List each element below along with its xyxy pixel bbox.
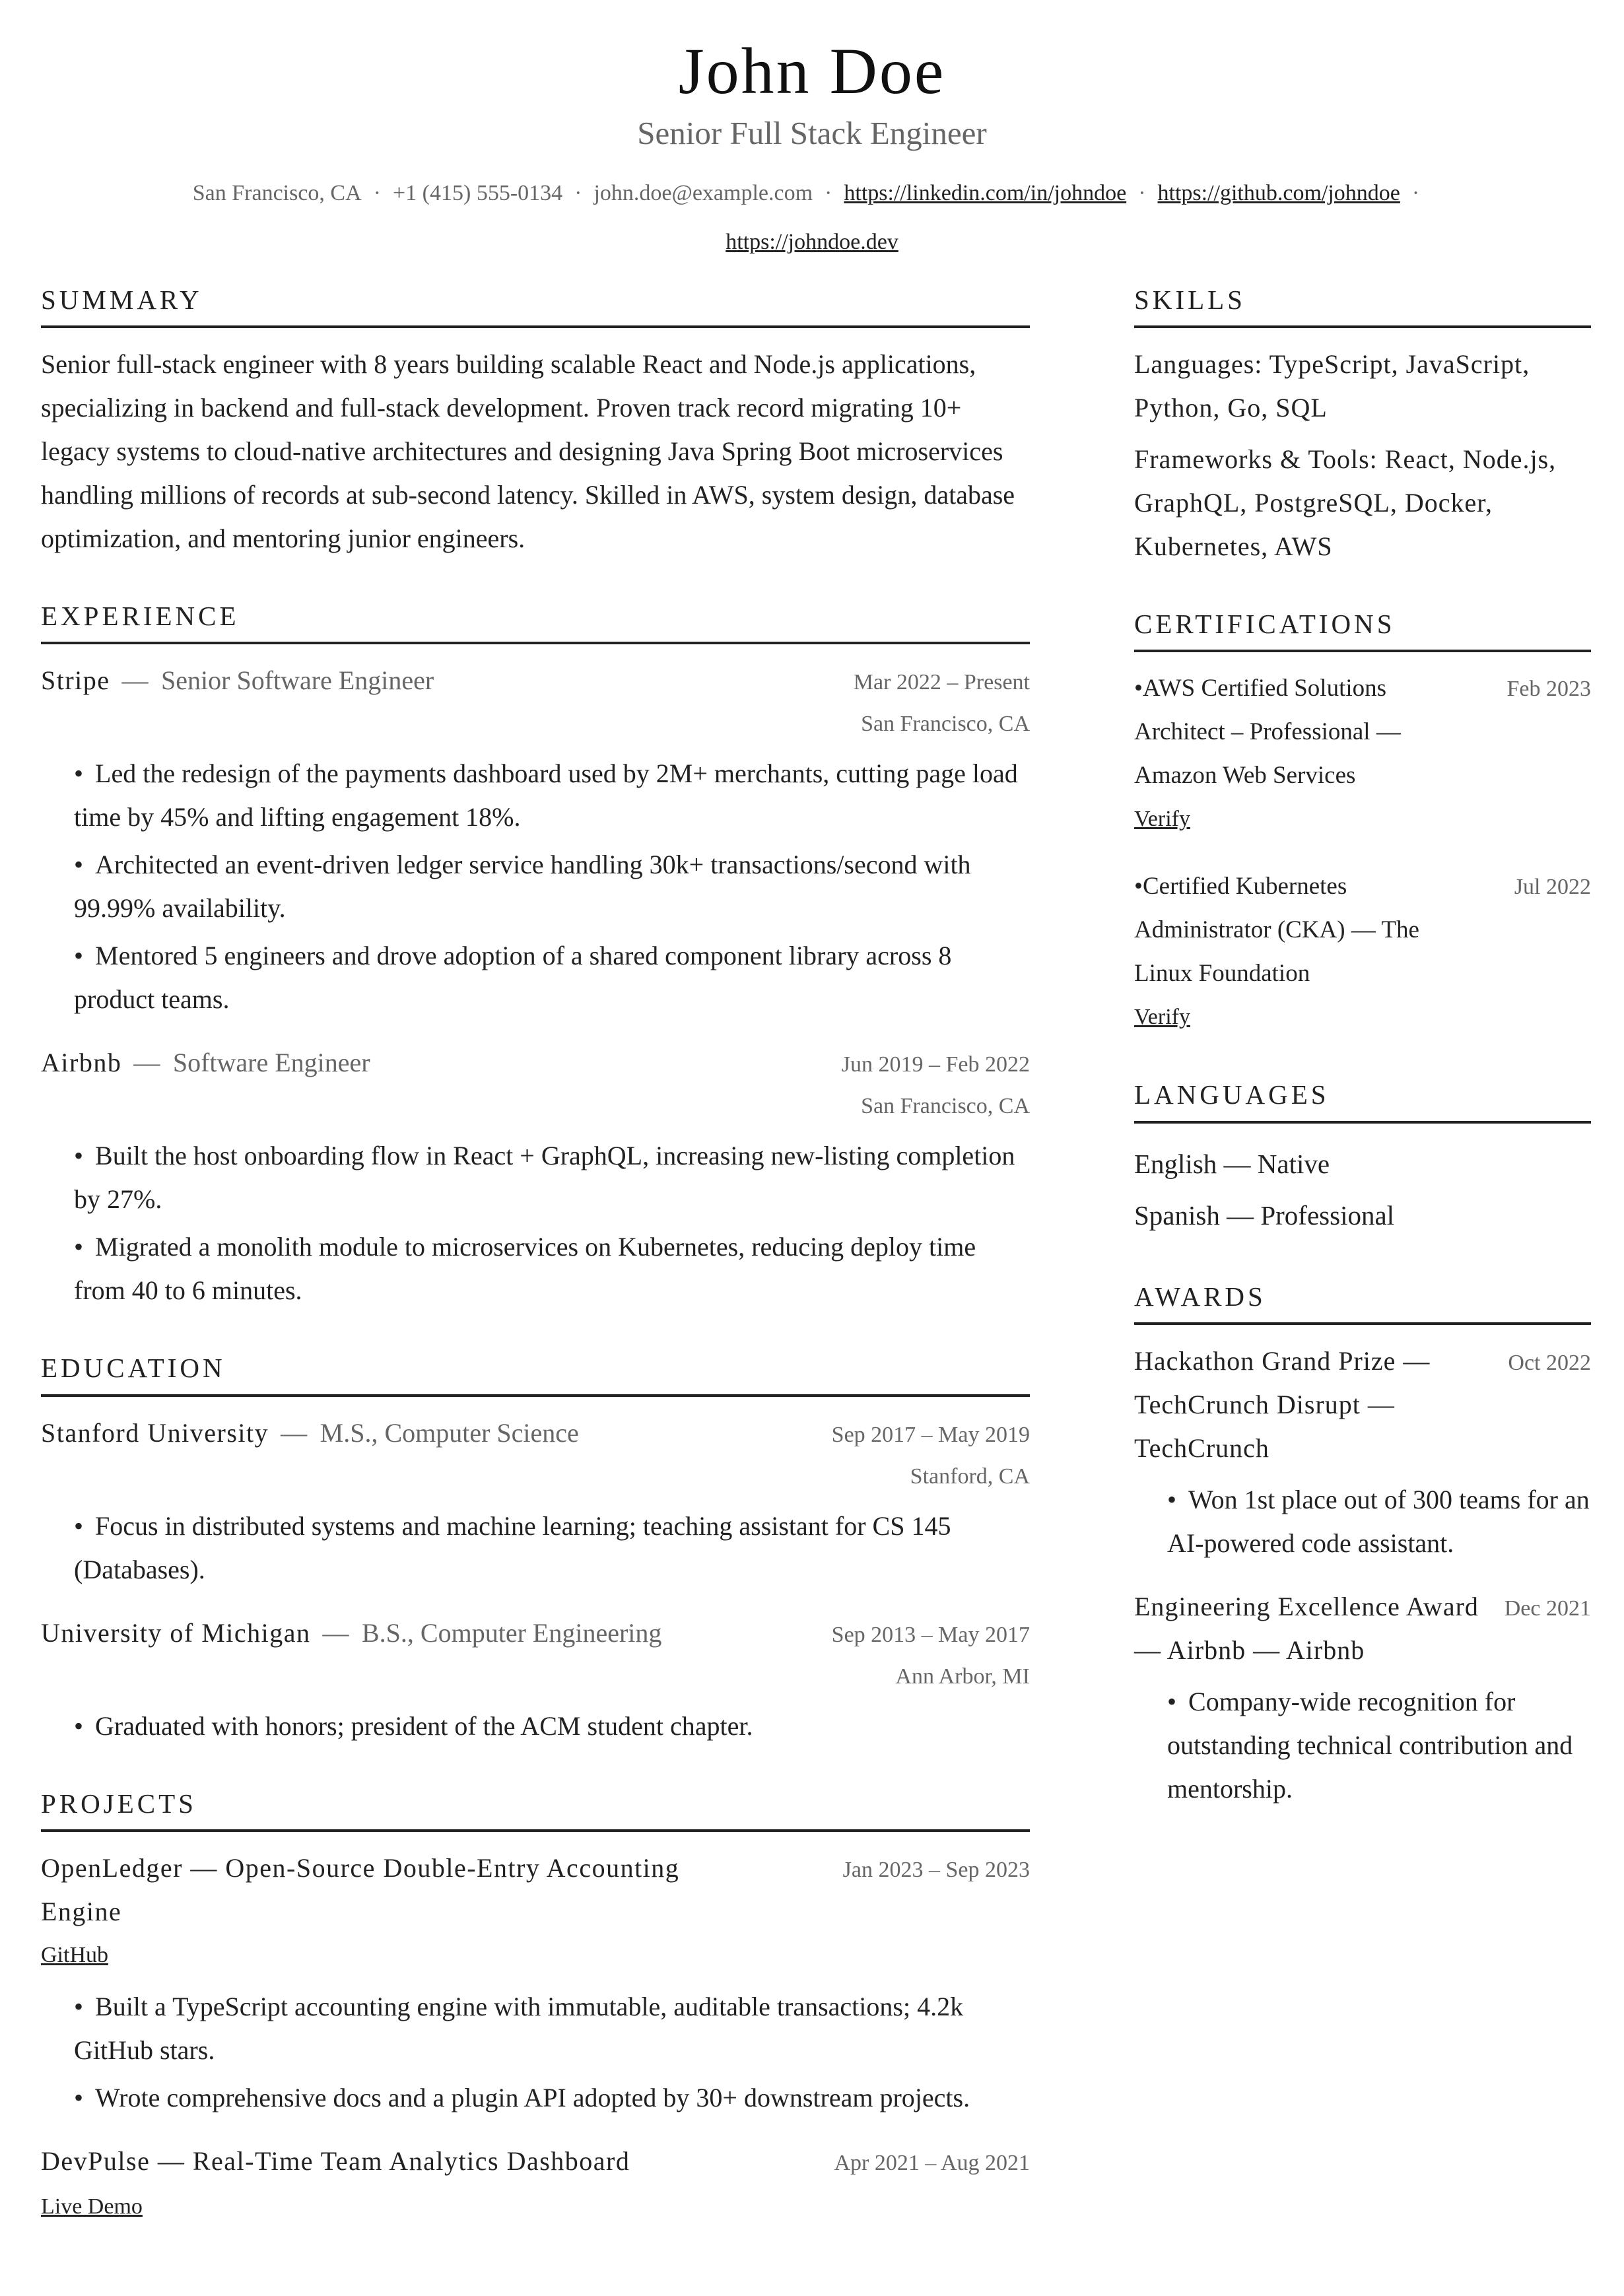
entry-location: Stanford, CA	[910, 1464, 1030, 1489]
candidate-title: Senior Full Stack Engineer	[637, 115, 987, 151]
github-link[interactable]: https://github.com/johndoe	[1157, 180, 1400, 205]
dash: —	[322, 1617, 350, 1648]
entry-date: Jun 2019 – Feb 2022	[841, 1052, 1030, 1077]
dash: —	[121, 665, 150, 696]
bullet-list	[74, 1985, 1030, 2120]
separator: ·	[574, 180, 582, 205]
bullet-item: • Graduated with honors; president of the ACM student chapter.	[74, 1705, 1030, 1748]
certification-date: Jul 2022	[1514, 875, 1591, 900]
experience-section	[41, 600, 1030, 1312]
section-heading: CERTIFICATIONS	[1134, 608, 1591, 652]
certification-name: • AWS Certified Solutions Architect – Professional — Amazon Web Services	[1134, 667, 1464, 797]
dash: —	[133, 1048, 161, 1078]
languages-section	[1134, 1079, 1591, 1240]
bullet-list	[1167, 1478, 1591, 1565]
awards-section	[1134, 1281, 1591, 1811]
website-link[interactable]: https://johndoe.dev	[726, 229, 898, 254]
skill-line: Frameworks & Tools: React, Node.js, GraphQL, PostgreSQL, Docker, Kubernetes, AWS	[1134, 444, 1557, 562]
language-item: English — Native	[1134, 1148, 1330, 1179]
entry-location: Ann Arbor, MI	[895, 1664, 1030, 1689]
contact-phone: +1 (415) 555-0134	[393, 180, 563, 205]
main-column	[41, 284, 1030, 2268]
award-entry	[1134, 1339, 1591, 1565]
summary-section	[41, 284, 1030, 560]
bullet-item: • Company-wide recognition for outstanding technical contribution and mentorship.	[1167, 1680, 1591, 1811]
skills-section	[1134, 284, 1591, 568]
contact-location: San Francisco, CA	[192, 180, 362, 205]
verify-link[interactable]: Verify	[1134, 807, 1190, 832]
certifications-section	[1134, 608, 1591, 1039]
entry-location: San Francisco, CA	[861, 1094, 1030, 1119]
summary-text: Senior full-stack engineer with 8 years building scalable React and Node.js applications, specializing in backend and full-stack development. Proven track record migrating 10+ legacy systems to cloud-native architectures and designing Java Spring Boot microservices handling millions of records at sub-second latency. Skilled in AWS, system design, database optimization, and mentoring junior engineers.	[41, 349, 1015, 554]
sidebar-column	[1134, 284, 1591, 1850]
dash: —	[281, 1417, 308, 1448]
job-role: Senior Software Engineer	[161, 665, 434, 696]
section-heading: AWARDS	[1134, 1281, 1591, 1325]
entry-location: San Francisco, CA	[861, 712, 1030, 737]
project-entry	[41, 1846, 1030, 2120]
company-name: Stripe	[41, 665, 110, 696]
entry-date: Jan 2023 – Sep 2023	[842, 1857, 1030, 1882]
resume-header	[0, 33, 1624, 267]
bullet-list	[74, 1705, 1030, 1748]
certification-entry	[1134, 667, 1591, 841]
bullet-list	[1167, 1680, 1591, 1811]
separator: ·	[1138, 180, 1146, 205]
school-name: University of Michigan	[41, 1617, 311, 1648]
bullet-item: • Migrated a monolith module to microservices on Kubernetes, reducing deploy time from 40 to 6 minutes.	[74, 1225, 1030, 1312]
entry-date: Mar 2022 – Present	[853, 670, 1030, 695]
bullet-item: • Architected an event-driven ledger service handling 30k+ transactions/second with 99.99% availability.	[74, 843, 1030, 930]
school-name: Stanford University	[41, 1417, 269, 1448]
job-role: Software Engineer	[172, 1048, 370, 1078]
certification-entry	[1134, 865, 1591, 1039]
bullet-item: • Won 1st place out of 300 teams for an AI-powered code assistant.	[1167, 1478, 1591, 1565]
bullet-item: • Focus in distributed systems and machine learning; teaching assistant for CS 145 (Databases).	[74, 1504, 1030, 1592]
award-entry	[1134, 1585, 1591, 1811]
entry-date: Sep 2013 – May 2017	[831, 1622, 1030, 1647]
bullet-list	[74, 1504, 1030, 1592]
project-name: DevPulse — Real-Time Team Analytics Dashboard	[41, 2145, 630, 2176]
project-entry	[41, 2140, 1030, 2229]
project-github-link[interactable]: GitHub	[41, 1942, 108, 1967]
award-date: Oct 2022	[1508, 1350, 1591, 1375]
bullet-list	[74, 752, 1030, 1021]
entry-date: Apr 2021 – Aug 2021	[834, 2150, 1030, 2175]
separator: ·	[373, 180, 381, 205]
candidate-name: John Doe	[678, 34, 946, 108]
linkedin-link[interactable]: https://linkedin.com/in/johndoe	[844, 180, 1127, 205]
certification-date: Feb 2023	[1506, 677, 1591, 702]
section-heading: PROJECTS	[41, 1788, 1030, 1832]
degree: M.S., Computer Science	[320, 1417, 579, 1448]
section-heading: SUMMARY	[41, 284, 1030, 328]
education-entry	[41, 1611, 1030, 1748]
section-heading: EXPERIENCE	[41, 600, 1030, 644]
project-demo-link[interactable]: Live Demo	[41, 2194, 143, 2219]
award-name: Hackathon Grand Prize — TechCrunch Disrupt — TechCrunch	[1134, 1345, 1431, 1463]
contact-line	[0, 169, 1624, 267]
projects-section	[41, 1788, 1030, 2229]
section-heading: SKILLS	[1134, 284, 1591, 328]
separator: ·	[1411, 180, 1420, 205]
experience-entry	[41, 1041, 1030, 1312]
company-name: Airbnb	[41, 1048, 122, 1078]
bullet-item: • Built a TypeScript accounting engine with immutable, auditable transactions; 4.2k GitHub stars.	[74, 1985, 1030, 2072]
bullet-item: • Mentored 5 engineers and drove adoption of a shared component library across 8 product teams.	[74, 934, 1030, 1021]
bullet-item: • Wrote comprehensive docs and a plugin API adopted by 30+ downstream projects.	[74, 2076, 1030, 2120]
education-section	[41, 1352, 1030, 1747]
bullet-item: • Built the host onboarding flow in React + GraphQL, increasing new-listing completion by 27%.	[74, 1134, 1030, 1221]
section-heading: EDUCATION	[41, 1352, 1030, 1396]
bullet-list	[74, 1134, 1030, 1312]
project-name: OpenLedger — Open-Source Double-Entry Accounting Engine	[41, 1852, 680, 1926]
award-name: Engineering Excellence Award — Airbnb — Airbnb	[1134, 1591, 1479, 1665]
degree: B.S., Computer Engineering	[362, 1617, 662, 1648]
section-heading: LANGUAGES	[1134, 1079, 1591, 1123]
education-entry	[41, 1411, 1030, 1592]
verify-link[interactable]: Verify	[1134, 1005, 1190, 1030]
skill-line: Languages: TypeScript, JavaScript, Python, Go, SQL	[1134, 349, 1530, 423]
contact-email: john.doe@example.com	[593, 180, 813, 205]
certification-name: • Certified Kubernetes Administrator (CKA) — The Linux Foundation	[1134, 865, 1464, 996]
award-date: Dec 2021	[1504, 1596, 1591, 1621]
separator: ·	[825, 180, 832, 205]
bullet-item: • Led the redesign of the payments dashboard used by 2M+ merchants, cutting page load time by 45% and lifting engagement 18%.	[74, 752, 1030, 839]
language-item: Spanish — Professional	[1134, 1199, 1395, 1231]
entry-date: Sep 2017 – May 2019	[831, 1422, 1030, 1447]
experience-entry	[41, 659, 1030, 1021]
